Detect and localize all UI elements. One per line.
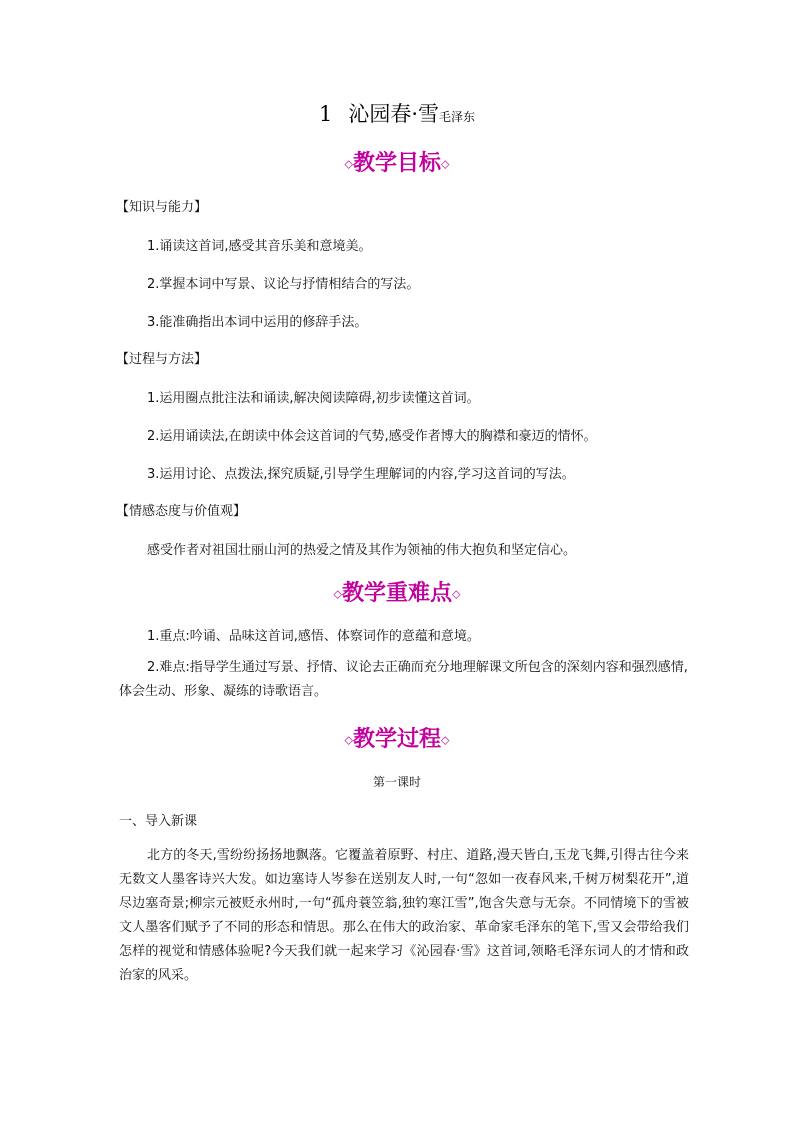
- list-item: 1.运用圈点批注法和诵读,解决阅读障碍,初步读懂这首词。: [147, 391, 480, 406]
- diamond-icon: ◇: [441, 157, 450, 171]
- list-item: 2.掌握本词中写景、议论与抒情相结合的写法。: [147, 277, 420, 292]
- emotion-text: 感受作者对祖国壮丽山河的热爱之情及其作为领袖的伟大抱负和坚定信心。: [147, 543, 577, 558]
- subheading-knowledge: 【知识与能力】: [116, 200, 208, 215]
- list-item: 1.诵读这首词,感受其音乐美和意境美。: [147, 239, 372, 254]
- diamond-icon: ◇: [344, 157, 353, 171]
- diamond-icon: ◇: [344, 733, 353, 747]
- section-heading-keypoints: [0, 576, 794, 607]
- difficulty-point: 2.难点:指导学生通过写景、抒情、议论去正确而充分地理解课文所包含的深刻内容和强烈感情,体会生动、形象、凝练的诗歌语言。: [119, 660, 688, 699]
- poem-title: 沁园春·雪: [348, 102, 440, 126]
- list-item: 3.能准确指出本词中运用的修辞手法。: [147, 315, 368, 330]
- page-title: [0, 98, 794, 128]
- subheading-emotion: 【情感态度与价值观】: [116, 504, 247, 519]
- key-point: 1.重点:吟诵、品味这首词,感悟、体察词作的意蕴和意境。: [147, 629, 480, 644]
- author-name: 毛泽东: [439, 110, 476, 124]
- diamond-icon: ◇: [452, 587, 461, 601]
- list-item: 2.运用诵读法,在朗读中体会这首词的气势,感受作者博大的胸襟和豪迈的情怀。: [147, 429, 597, 444]
- section-heading-goals: [0, 146, 794, 177]
- section-heading-label: 教学目标: [352, 151, 441, 176]
- intro-paragraph: 北方的冬天,雪纷纷扬扬地飘落。它覆盖着原野、村庄、道路,漫天皆白,玉龙飞舞,引得古往今来无数文人墨客诗兴大发。如边塞诗人岑参在送别友人时,一句“忽如一夜春风来,千树万树梨花开”,道尽边塞奇景;柳宗元被贬永州时,一句“孤舟蓑笠翁,独钓寒江雪”,饱含失意与无奈。不同情境下的雪被文人墨客们赋予了不同的形态和情思。那么在伟大的政治家、革命家毛泽东的笔下,雪又会带给我们怎样的视觉和情感体验呢?今天我们就一起来学习《沁园春·雪》这首词,领略毛泽东词人的才情和政治家的风采。: [119, 848, 689, 983]
- subheading-method: 【过程与方法】: [116, 352, 208, 367]
- section-heading-process: [0, 722, 794, 753]
- diamond-icon: ◇: [441, 733, 450, 747]
- lesson-period: 第一课时: [372, 775, 421, 789]
- list-item: 3.运用讨论、点拨法,探究质疑,引导学生理解词的内容,学习这首词的写法。: [147, 467, 575, 482]
- section-heading-label: 教学重难点: [341, 581, 452, 606]
- lesson-number: 1: [318, 102, 333, 126]
- subheading-intro: 一、导入新课: [119, 814, 198, 829]
- diamond-icon: ◇: [333, 587, 342, 601]
- section-heading-label: 教学过程: [352, 727, 441, 752]
